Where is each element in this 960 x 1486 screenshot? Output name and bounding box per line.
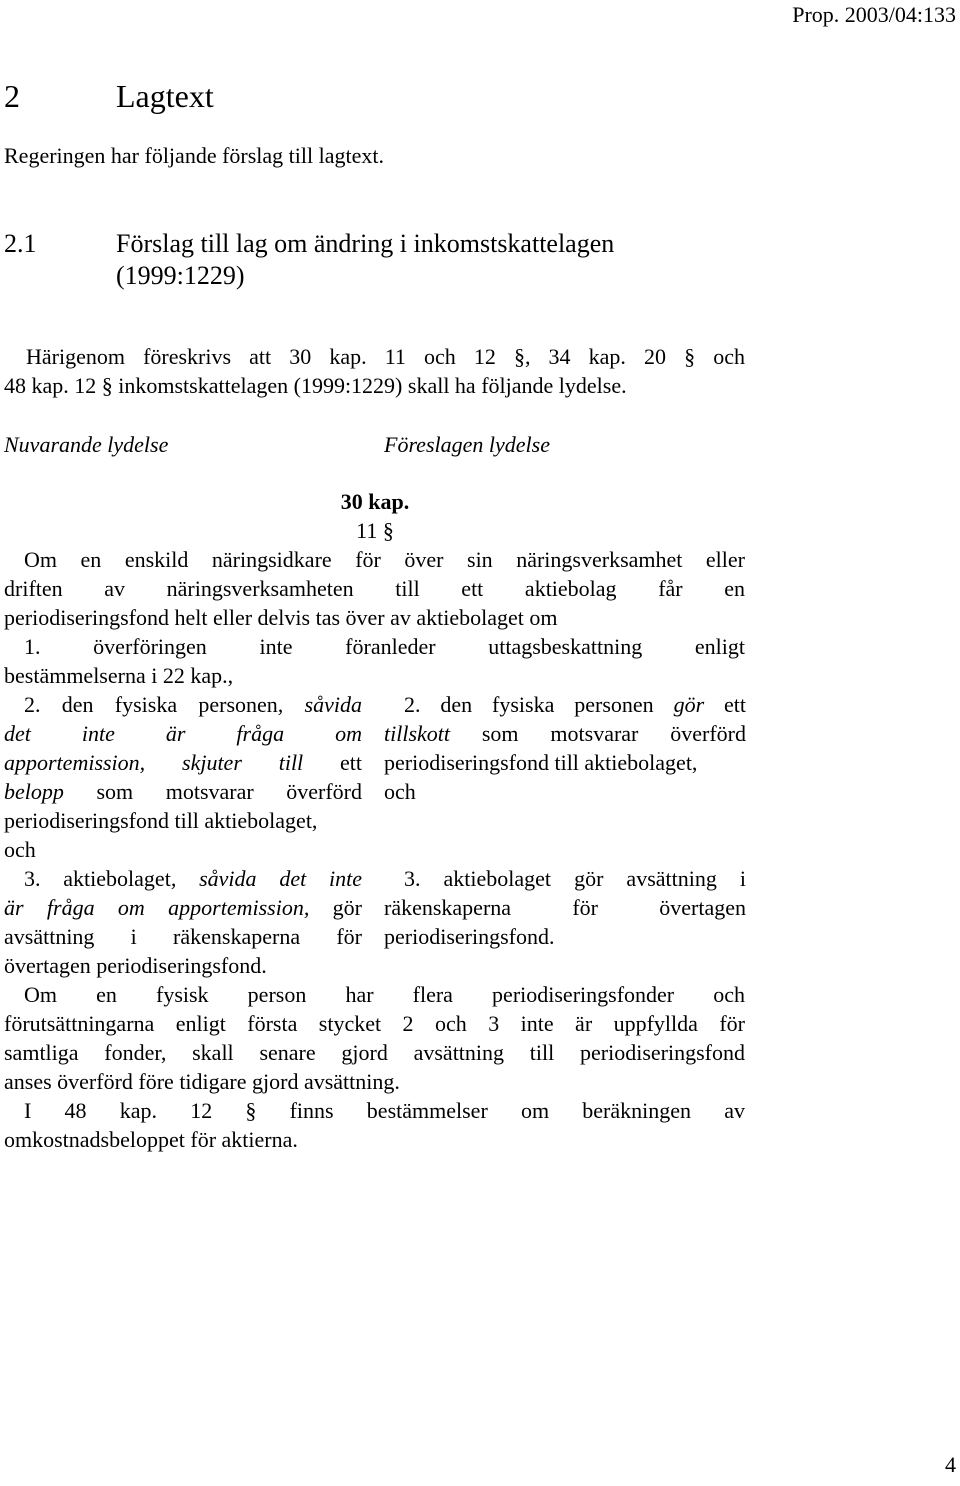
item3-left-line1: 3. aktiebolaget, såvida det inte — [24, 866, 362, 891]
para1-line1: Om en enskild näringsidkare för över sin näringsverksamhet eller — [24, 547, 745, 572]
preamble-line1: Härigenom föreskrivs att 30 kap. 11 och 12 §, 34 kap. 20 § och — [26, 344, 745, 369]
item2-left-line3: apportemission, skjuter till ett — [4, 750, 363, 775]
para2-line1: Om en fysisk person har flera periodiseringsfonder och — [24, 982, 745, 1007]
item2-left-line2: det inte är fråga om — [4, 721, 362, 746]
para2-line4: anses överförd före tidigare gjord avsättning. — [4, 1069, 400, 1094]
page-number: 4 — [945, 1452, 956, 1477]
heading-title: Lagtext — [116, 78, 214, 114]
item3-left-line4: övertagen periodiseringsfond. — [4, 953, 267, 978]
item2-left-line6: och — [4, 837, 36, 862]
para1-line3: periodiseringsfond helt eller delvis tas över av aktiebolaget om — [4, 605, 558, 630]
para1-line2: driften av näringsverksamheten till ett aktiebolag får en — [4, 576, 745, 601]
item2-left-line1: 2. den fysiska personen, såvida — [24, 692, 362, 717]
section-heading — [4, 76, 214, 116]
item3-left-line3: avsättning i räkenskaperna för — [4, 924, 362, 949]
heading-number: 2 — [4, 78, 20, 114]
item2-right-line2: tillskott som motsvarar överförd — [384, 721, 746, 746]
item2-right-line4: och — [384, 779, 416, 804]
subheading-line1: Förslag till lag om ändring i inkomstskattelagen — [116, 229, 615, 258]
running-header: Prop. 2003/04:133 — [792, 2, 956, 27]
column-label-current: Nuvarande lydelse — [4, 432, 169, 457]
item3-right-line2: räkenskaperna för övertagen — [384, 895, 746, 920]
para2-line3: samtliga fonder, skall senare gjord avsättning till periodiseringsfond — [4, 1040, 745, 1065]
intro-text: Regeringen har följande förslag till lagtext. — [4, 143, 384, 168]
subheading-number: 2.1 — [4, 229, 37, 258]
subsection-heading — [4, 228, 614, 292]
item2-right-line1: 2. den fysiska personen gör ett — [404, 692, 747, 717]
chapter-heading: 30 kap. — [340, 489, 410, 514]
column-label-proposed: Föreslagen lydelse — [384, 432, 550, 457]
item2-right-line3: periodiseringsfond till aktiebolaget, — [384, 750, 698, 775]
item1-line2: bestämmelserna i 22 kap., — [4, 663, 234, 688]
item2-left-line4: belopp som motsvarar överförd — [4, 779, 362, 804]
item1-line1: 1. överföringen inte föranleder uttagsbeskattning enligt — [24, 634, 745, 659]
para3-line2: omkostnadsbeloppet för aktierna. — [4, 1127, 298, 1152]
item3-right-line1: 3. aktiebolaget gör avsättning i — [404, 866, 746, 891]
subheading-line2: (1999:1229) — [116, 261, 245, 290]
item3-left-line2: är fråga om apportemission, gör — [4, 895, 362, 920]
item2-left-line5: periodiseringsfond till aktiebolaget, — [4, 808, 318, 833]
item3-right-line3: periodiseringsfond. — [384, 924, 555, 949]
para3-line1: I 48 kap. 12 § finns bestämmelser om beräkningen av — [24, 1098, 745, 1123]
para2-line2: förutsättningarna enligt första stycket 2 och 3 inte är uppfyllda för — [4, 1011, 745, 1036]
preamble-line2: 48 kap. 12 § inkomstskattelagen (1999:1229) skall ha följande lydelse. — [4, 373, 627, 398]
section-number: 11 § — [356, 518, 394, 543]
